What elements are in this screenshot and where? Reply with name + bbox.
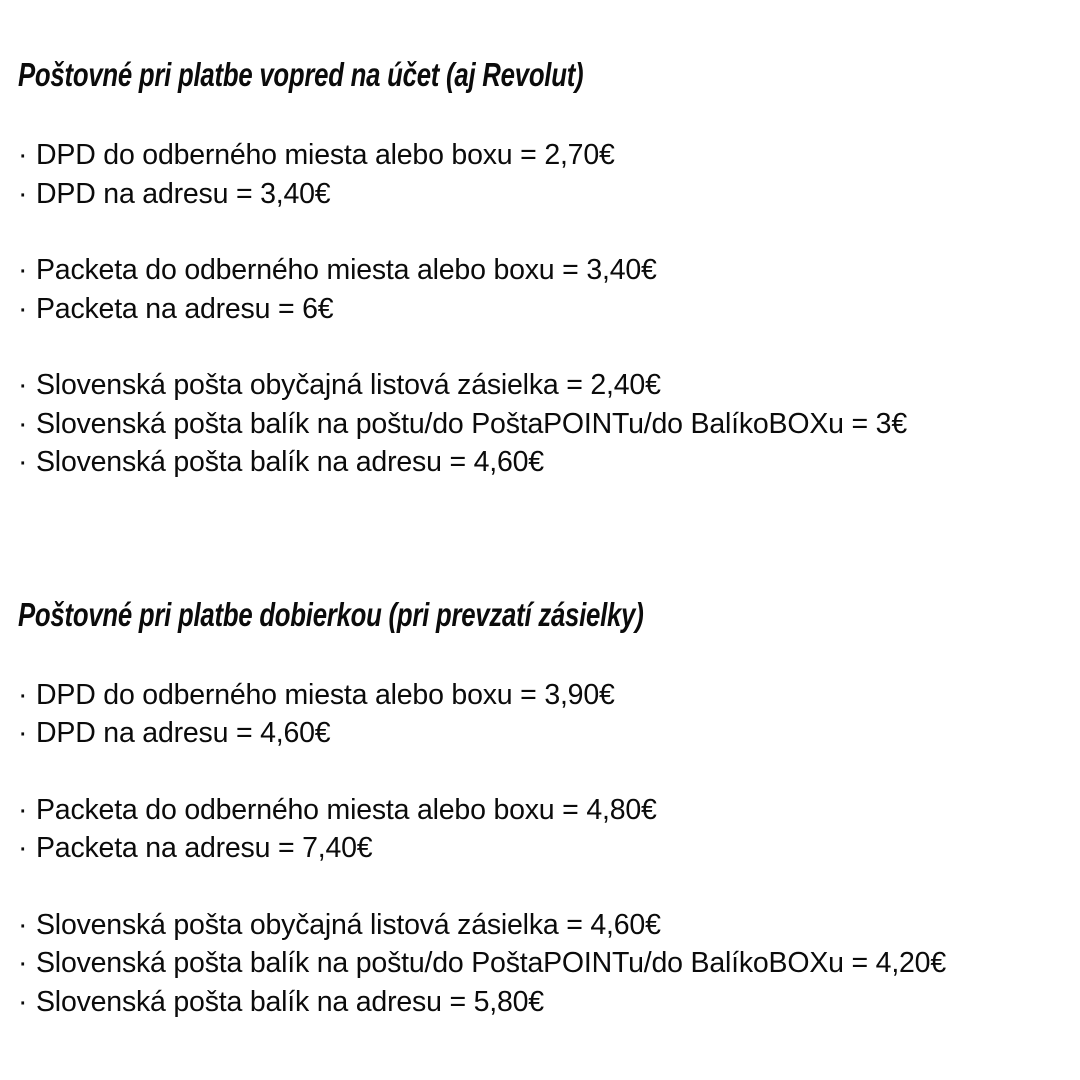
price-line [18,136,1070,175]
bullet-dot: · [18,292,28,325]
price-line [18,944,1070,983]
bullet-dot: · [18,908,28,941]
section-payment-in-advance [18,54,1070,482]
bullet-dot: · [18,369,28,401]
price-line-text: Slovenská pošta balík na adresu = 4,60€ [36,446,544,478]
price-line-text: Slovenská pošta balík na poštu/do PoštaPOINTu/do BalíkoBOXu = 4,20€ [36,947,946,979]
carrier-group-dpd [18,136,1070,213]
carrier-group-packeta [18,251,1070,328]
bullet-dot: · [18,947,28,979]
carrier-group-slovenska-posta [18,366,1070,482]
bullet-dot: · [18,177,28,210]
bullet-dot: · [18,717,28,749]
carrier-group-slovenska-posta [18,906,1070,1022]
carrier-group-dpd [18,676,1070,753]
price-line [18,714,1070,753]
price-line [18,175,1070,214]
price-line [18,906,1070,945]
bullet-dot: · [18,254,28,286]
price-line [18,443,1070,482]
price-line-text: Slovenská pošta obyčajná listová zásielka = 2,40€ [36,369,661,401]
bullet-dot: · [18,446,28,478]
price-line-text: Packeta do odberného miesta alebo boxu = 4,80€ [36,793,657,826]
price-line-text: DPD do odberného miesta alebo boxu = 2,70€ [36,139,615,171]
price-line [18,829,1070,868]
price-line-text: Slovenská pošta balík na poštu/do PoštaPOINTu/do BalíkoBOXu = 3€ [36,407,907,440]
carrier-group-packeta [18,791,1070,868]
bullet-dot: · [18,678,28,711]
price-line-text: DPD na adresu = 3,40€ [36,177,331,210]
bullet-dot: · [18,985,28,1018]
price-line [18,791,1070,830]
price-line [18,676,1070,715]
price-line [18,251,1070,290]
price-line-text: Packeta na adresu = 7,40€ [36,832,373,864]
price-line [18,290,1070,329]
section-title-cash-on-delivery: Poštovné pri platbe dobierkou (pri prevzatí zásielky) [18,595,644,633]
price-line-text: Packeta na adresu = 6€ [36,292,334,325]
bullet-dot: · [18,832,28,864]
price-line [18,366,1070,405]
price-line-text: Slovenská pošta obyčajná listová zásielka = 4,60€ [36,908,661,941]
price-line [18,983,1070,1022]
price-line [18,405,1070,444]
bullet-dot: · [18,793,28,826]
bullet-dot: · [18,407,28,440]
price-line-text: Slovenská pošta balík na adresu = 5,80€ [36,985,544,1018]
price-line-text: Packeta do odberného miesta alebo boxu = 3,40€ [36,254,657,286]
bullet-dot: · [18,139,28,171]
section-title-payment-in-advance: Poštovné pri platbe vopred na účet (aj Revolut) [18,56,584,93]
price-line-text: DPD na adresu = 4,60€ [36,717,331,749]
section-cash-on-delivery [18,594,1070,1022]
price-line-text: DPD do odberného miesta alebo boxu = 3,90€ [36,678,615,711]
